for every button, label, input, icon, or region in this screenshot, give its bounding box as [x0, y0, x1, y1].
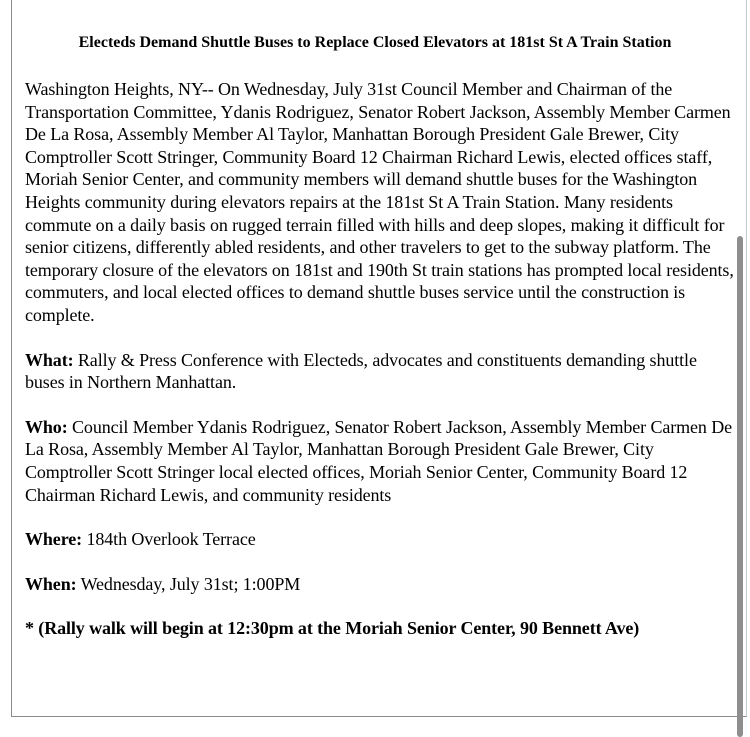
- press-release-title: Electeds Demand Shuttle Buses to Replace Closed Elevators at 181st St A Train Station: [78, 34, 672, 51]
- what-label: What:: [25, 349, 74, 370]
- what-text: Rally & Press Conference with Electeds, advocates and constituents demanding shuttle buses in Northern Manhattan.: [25, 349, 697, 393]
- where-label: Where:: [25, 529, 83, 550]
- where-text: 184th Overlook Terrace: [82, 529, 256, 550]
- when-label: When:: [25, 573, 77, 594]
- when-paragraph: [25, 573, 737, 596]
- when-text: Wednesday, July 31st; 1:00PM: [76, 573, 301, 594]
- rally-note: * (Rally walk will begin at 12:30pm at the Moriah Senior Center, 90 Bennett Ave): [25, 618, 640, 639]
- who-text: Council Member Ydanis Rodriguez, Senator Robert Jackson, Assembly Member Carmen De La Rosa, Assembly Member Al Taylor, Manhattan Borough President Gale Brewer, City Comptroller Scott Stringer local elected offices, Moriah Senior Center, Community Board 12 Chairman Richard Lewis, and community residents: [25, 416, 733, 505]
- press-release-body: [25, 78, 737, 640]
- who-label: Who:: [25, 416, 68, 437]
- who-paragraph: [25, 416, 737, 506]
- intro-paragraph: Washington Heights, NY-- On Wednesday, July 31st Council Member and Chairman of the Transportation Committee, Ydanis Rodriguez, Senator Robert Jackson, Assembly Member Carmen De La Rosa, Assembly Member Al Taylor, Manhattan Borough President Gale Brewer, City Comptroller Scott Stringer, Community Board 12 Chairman Richard Lewis, elected offices staff, Moriah Senior Center, and community members will demand shuttle buses for the Washington Heights community during elevators repairs at the 181st St A Train Station. Many residents commute on a daily basis on rugged terrain filled with hills and deep slopes, making it difficult for senior citizens, differently abled residents, and other travelers to get to the subway platform. The temporary closure of the elevators on 181st and 190th St train stations has prompted local residents, commuters, and local elected offices to demand shuttle buses service until the construction is complete.: [25, 79, 734, 325]
- what-paragraph: [25, 349, 737, 394]
- where-paragraph: [25, 528, 737, 551]
- vertical-scrollbar[interactable]: [737, 236, 743, 737]
